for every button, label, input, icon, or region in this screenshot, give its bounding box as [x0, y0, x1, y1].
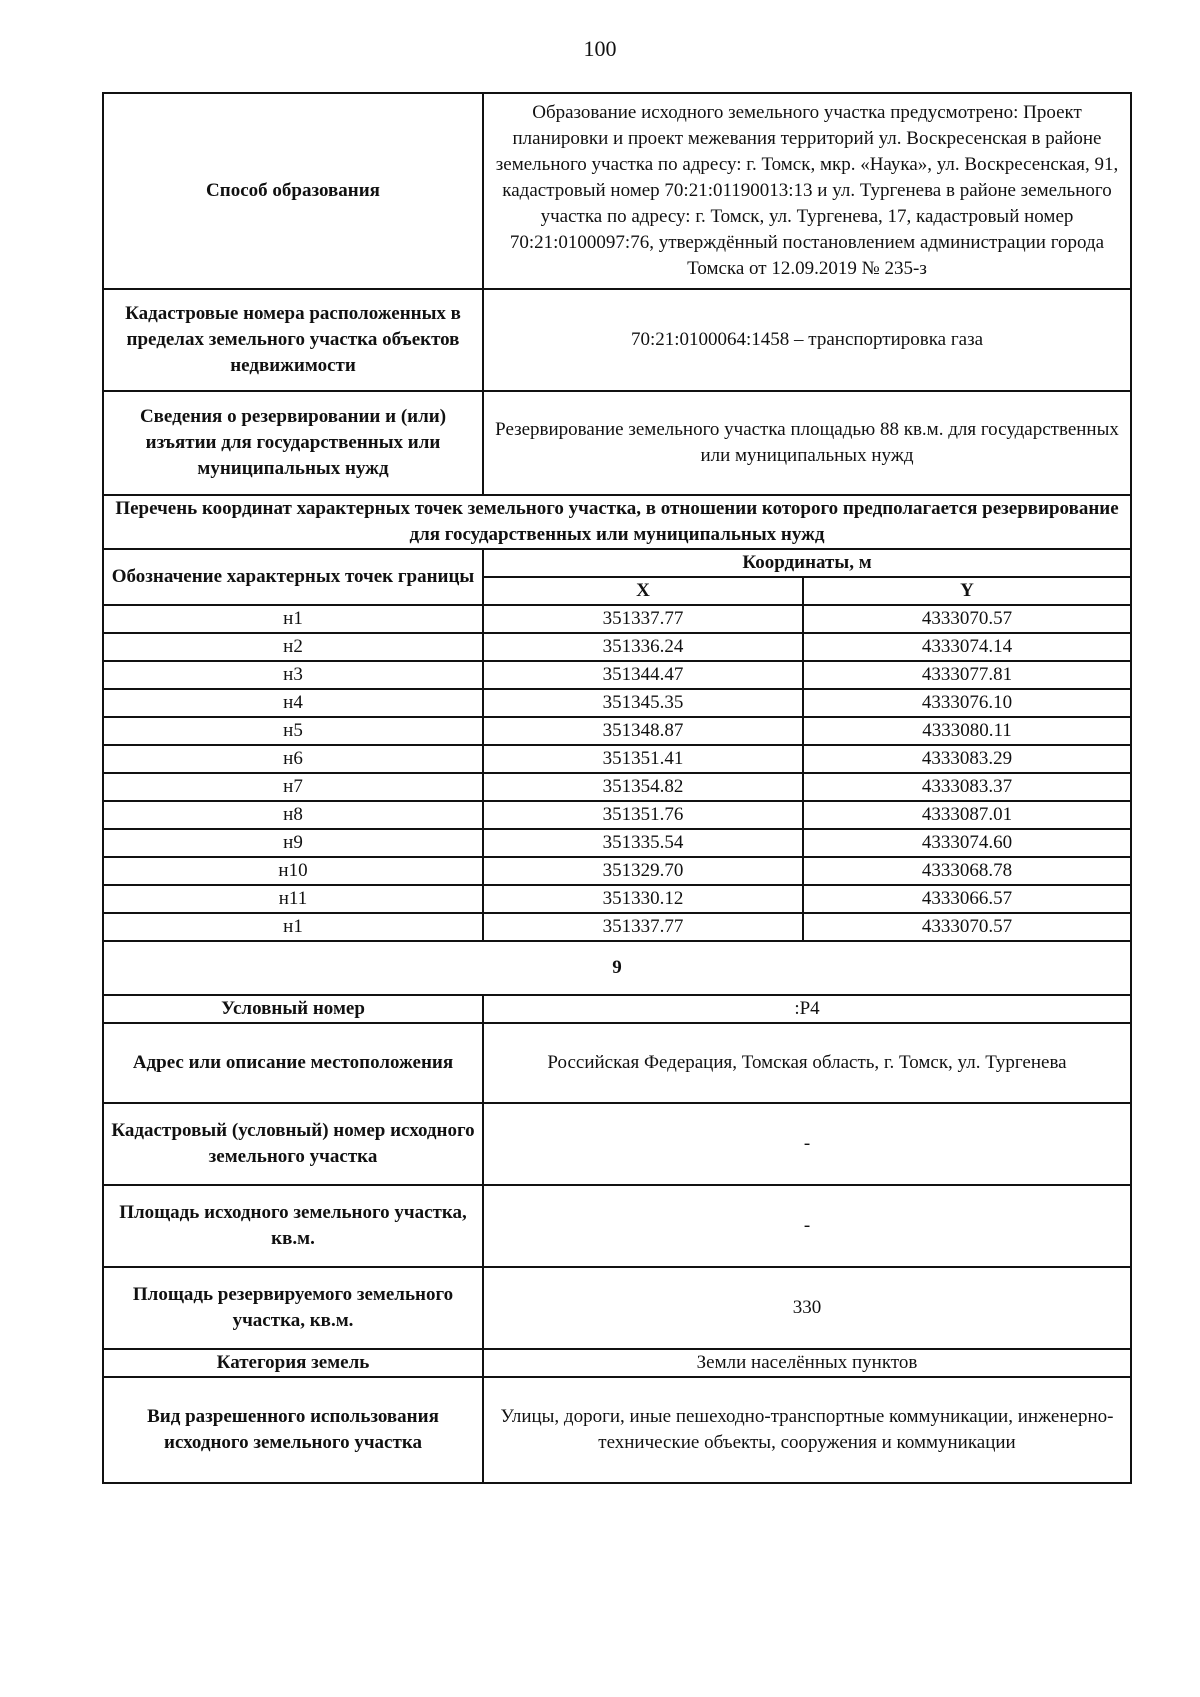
x-header: X: [483, 577, 803, 605]
table-row: [103, 633, 1131, 661]
reserved-area-row: [103, 1267, 1131, 1349]
coordinates-header-row: [103, 549, 1131, 577]
y-cell: 4333087.01: [803, 801, 1131, 829]
cadastral-objects-value: 70:21:0100064:1458 – транспортировка газа: [483, 289, 1131, 391]
section-number-row: [103, 941, 1131, 995]
x-cell: 351354.82: [483, 773, 803, 801]
source-cadastral-value: -: [483, 1103, 1131, 1185]
x-cell: 351335.54: [483, 829, 803, 857]
section-number: 9: [103, 941, 1131, 995]
point-cell: н1: [103, 605, 483, 633]
y-cell: 4333076.10: [803, 689, 1131, 717]
coords-header: Координаты, м: [483, 549, 1131, 577]
y-header: Y: [803, 577, 1131, 605]
permitted-use-row: [103, 1377, 1131, 1483]
point-header: Обозначение характерных точек границы: [103, 549, 483, 605]
conditional-number-value: :Р4: [483, 995, 1131, 1023]
formation-method-row: [103, 93, 1131, 289]
land-category-value: Земли населённых пунктов: [483, 1349, 1131, 1377]
y-cell: 4333070.57: [803, 605, 1131, 633]
y-cell: 4333083.37: [803, 773, 1131, 801]
point-cell: н3: [103, 661, 483, 689]
x-cell: 351351.41: [483, 745, 803, 773]
x-cell: 351337.77: [483, 913, 803, 941]
address-row: [103, 1023, 1131, 1103]
table-row: [103, 745, 1131, 773]
coordinates-title: Перечень координат характерных точек земельного участка, в отношении которого предполагается резервирование для государственных или муниципальных нужд: [103, 495, 1131, 549]
source-cadastral-label: Кадастровый (условный) номер исходного земельного участка: [103, 1103, 483, 1185]
formation-method-label: Способ образования: [103, 93, 483, 289]
permitted-use-value: Улицы, дороги, иные пешеходно-транспортные коммуникации, инженерно-технические объекты, сооружения и коммуникации: [483, 1377, 1131, 1483]
source-area-row: [103, 1185, 1131, 1267]
x-cell: 351348.87: [483, 717, 803, 745]
land-plot-table: [102, 92, 1132, 1484]
x-cell: 351329.70: [483, 857, 803, 885]
source-area-label: Площадь исходного земельного участка, кв.м.: [103, 1185, 483, 1267]
y-cell: 4333077.81: [803, 661, 1131, 689]
point-cell: н5: [103, 717, 483, 745]
x-cell: 351345.35: [483, 689, 803, 717]
conditional-number-row: [103, 995, 1131, 1023]
reservation-info-label: Сведения о резервировании и (или) изъятии для государственных или муниципальных нужд: [103, 391, 483, 495]
source-area-value: -: [483, 1185, 1131, 1267]
cadastral-objects-row: [103, 289, 1131, 391]
table-row: [103, 689, 1131, 717]
reservation-info-value: Резервирование земельного участка площадью 88 кв.м. для государственных или муниципальных нужд: [483, 391, 1131, 495]
point-cell: н1: [103, 913, 483, 941]
address-label: Адрес или описание местоположения: [103, 1023, 483, 1103]
point-cell: н9: [103, 829, 483, 857]
table-row: [103, 885, 1131, 913]
y-cell: 4333074.60: [803, 829, 1131, 857]
land-category-label: Категория земель: [103, 1349, 483, 1377]
table-row: [103, 661, 1131, 689]
land-category-row: [103, 1349, 1131, 1377]
page-number: 100: [583, 36, 617, 61]
reserved-area-value: 330: [483, 1267, 1131, 1349]
y-cell: 4333074.14: [803, 633, 1131, 661]
x-cell: 351344.47: [483, 661, 803, 689]
reservation-info-row: [103, 391, 1131, 495]
table-row: [103, 773, 1131, 801]
point-cell: н11: [103, 885, 483, 913]
cadastral-objects-label: Кадастровые номера расположенных в пределах земельного участка объектов недвижимости: [103, 289, 483, 391]
address-value: Российская Федерация, Томская область, г. Томск, ул. Тургенева: [483, 1023, 1131, 1103]
table-row: [103, 857, 1131, 885]
x-cell: 351330.12: [483, 885, 803, 913]
point-cell: н7: [103, 773, 483, 801]
reserved-area-label: Площадь резервируемого земельного участка, кв.м.: [103, 1267, 483, 1349]
table-row: [103, 717, 1131, 745]
x-cell: 351351.76: [483, 801, 803, 829]
point-cell: н8: [103, 801, 483, 829]
point-cell: н10: [103, 857, 483, 885]
source-cadastral-row: [103, 1103, 1131, 1185]
table-row: [103, 913, 1131, 941]
permitted-use-label: Вид разрешенного использования исходного земельного участка: [103, 1377, 483, 1483]
formation-method-value: Образование исходного земельного участка предусмотрено: Проект планировки и проект межевания территорий ул. Воскресенская в районе земельного участка по адресу: г. Томск, мкр. «Наука», ул. Воскресенская, 91, кадастровый номер 70:21:01190013:13 и ул. Тургенева в районе земельного участка по адресу: г. Томск, ул. Тургенева, 17, кадастровый номер 70:21:0100097:76, утверждённый постановлением администрации города Томска от 12.09.2019 № 235-з: [483, 93, 1131, 289]
point-cell: н6: [103, 745, 483, 773]
y-cell: 4333083.29: [803, 745, 1131, 773]
y-cell: 4333080.11: [803, 717, 1131, 745]
point-cell: н2: [103, 633, 483, 661]
y-cell: 4333070.57: [803, 913, 1131, 941]
table-row: [103, 829, 1131, 857]
table-row: [103, 605, 1131, 633]
x-cell: 351336.24: [483, 633, 803, 661]
table-row: [103, 801, 1131, 829]
conditional-number-label: Условный номер: [103, 995, 483, 1023]
y-cell: 4333066.57: [803, 885, 1131, 913]
point-cell: н4: [103, 689, 483, 717]
x-cell: 351337.77: [483, 605, 803, 633]
y-cell: 4333068.78: [803, 857, 1131, 885]
coordinates-title-row: [103, 495, 1131, 549]
